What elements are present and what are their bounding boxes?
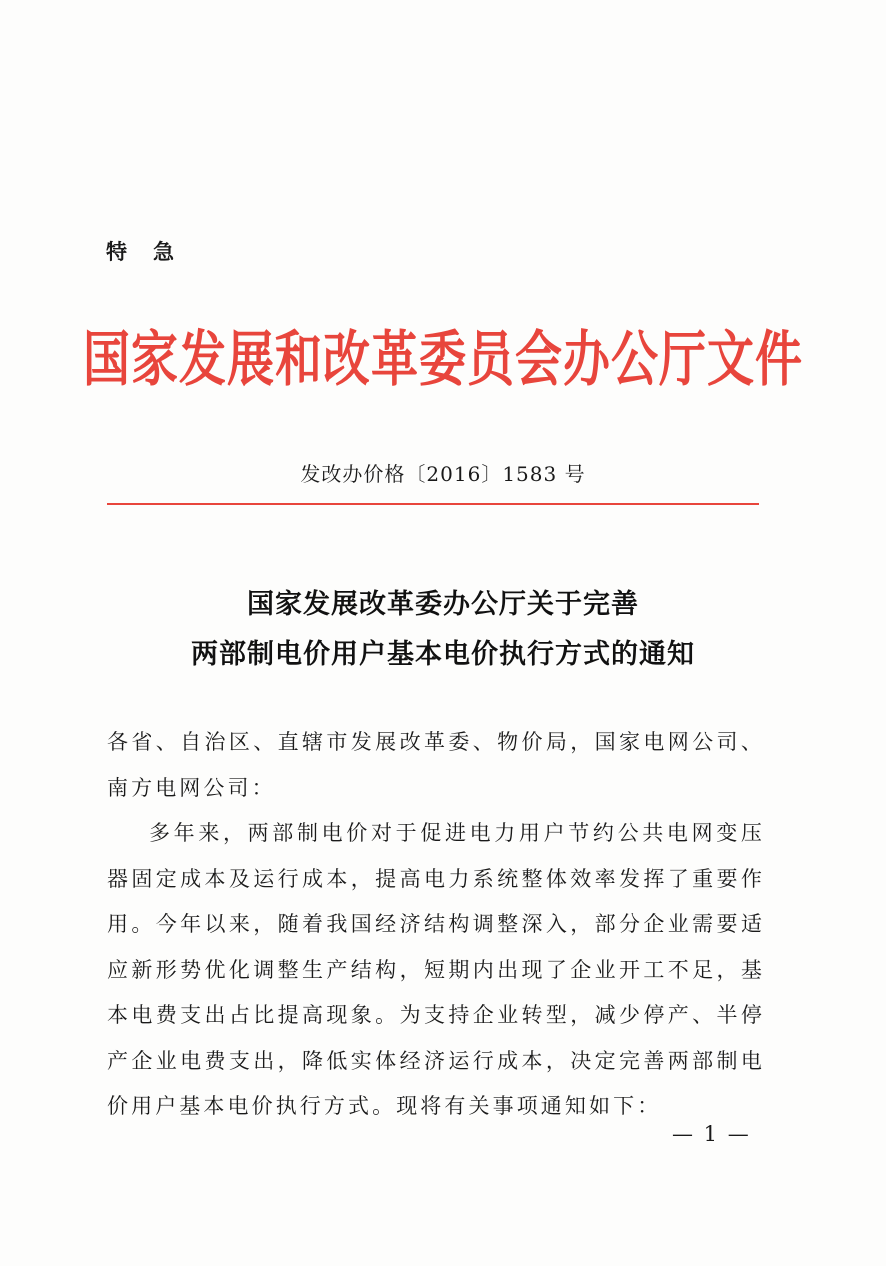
document-title <box>0 580 886 680</box>
title-line-1: 国家发展改革委办公厅关于完善 <box>247 589 639 620</box>
urgency-label: 特急 <box>106 240 200 264</box>
red-divider-line <box>107 503 759 505</box>
issuer-header: 国家发展和改革委员会办公厅文件 <box>83 324 803 396</box>
document-body <box>107 720 765 1130</box>
page-number: — 1 — <box>672 1122 751 1146</box>
title-line-2: 两部制电价用户基本电价执行方式的通知 <box>191 639 695 670</box>
document-number: 发改办价格〔2016〕1583 号 <box>300 462 586 486</box>
body-paragraph: 多年来，两部制电价对于促进电力用户节约公共电网变压器固定成本及运行成本，提高电力系统整体效率发挥了重要作用。今年以来，随着我国经济结构调整深入，部分企业需要适应新形势优化调整生产结构，短期内出现了企业开工不足，基本电费支出占比提高现象。为支持企业转型，减少停产、半停产企业电费支出，降低实体经济运行成本，决定完善两部制电价用户基本电价执行方式。现将有关事项通知如下： <box>107 821 765 1118</box>
recipients-line: 各省、自治区、直辖市发展改革委、物价局，国家电网公司、南方电网公司： <box>107 730 765 800</box>
